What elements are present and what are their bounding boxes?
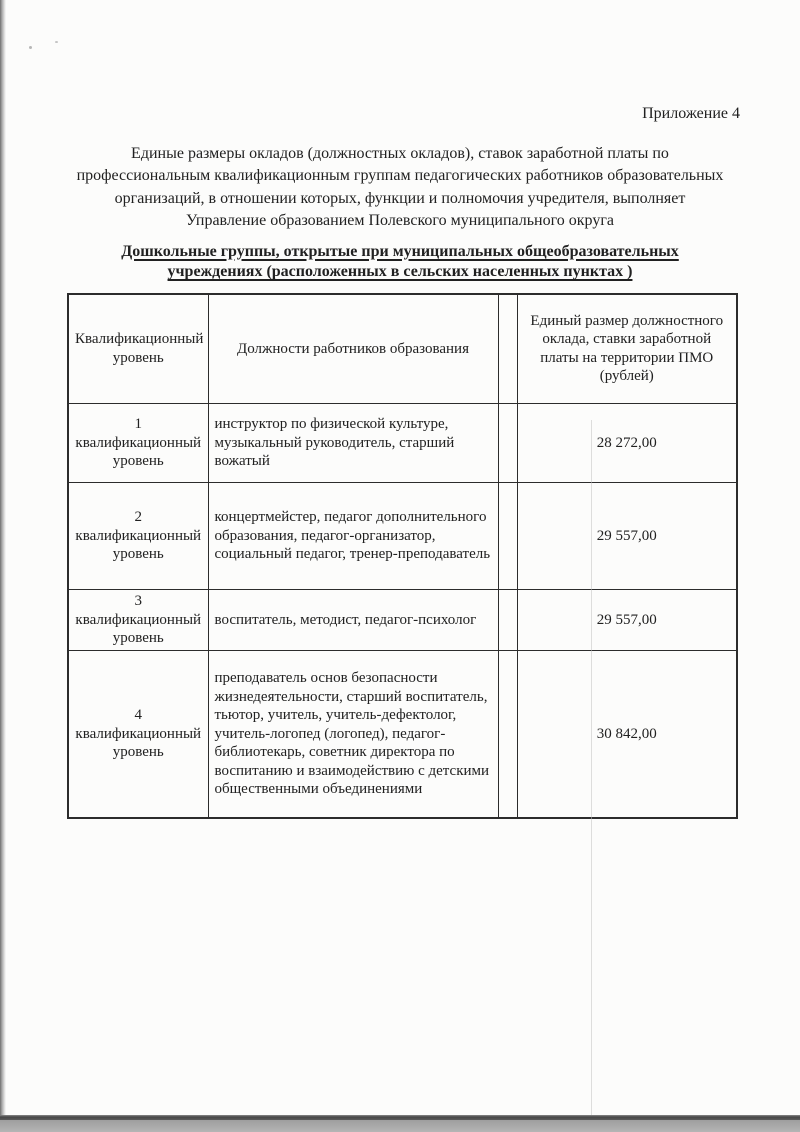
spacer-cell — [498, 404, 517, 483]
scan-left-edge-artifact — [0, 0, 6, 1119]
scan-speck-artifact — [55, 41, 58, 43]
salary-table — [67, 293, 738, 820]
table-row — [68, 483, 737, 590]
level-number: 2 — [134, 509, 142, 526]
level-number: 4 — [134, 707, 142, 724]
section-heading — [40, 242, 760, 283]
title-line: Управление образованием Полевского муниципального округа — [185, 212, 615, 230]
level-cell — [68, 483, 208, 590]
title-line: профессиональным квалификационным группам педагогических работников образовательных — [76, 167, 724, 185]
level-cell — [68, 404, 208, 483]
level-number: 1 — [134, 416, 142, 433]
salary-value: 28 272,00 — [517, 404, 737, 483]
header-salary: Единый размер должностного оклада, ставки заработной платы на территории ПМО (рублей) — [517, 294, 737, 404]
salary-value: 29 557,00 — [517, 590, 737, 651]
scan-bottom-edge-artifact — [0, 1115, 800, 1120]
spacer-cell — [498, 650, 517, 818]
header-spacer — [498, 294, 517, 404]
spacer-cell — [498, 483, 517, 590]
positions-cell: преподаватель основ безопасности жизнедеятельности, старший воспитатель, тьютор, учитель, учитель-дефектолог, учитель-логопед (логопед), педагог-библиотекарь, советник директора по воспитанию и взаимодействию с детскими общественными объединениями — [208, 650, 498, 818]
level-label: квалификационный уровень — [75, 527, 202, 563]
section-heading-line: Дошкольные группы, открытые при муниципальных общеобразовательных — [121, 242, 679, 260]
section-heading-line: учреждениях (расположенных в сельских населенных пунктах ) — [167, 263, 633, 281]
document-title — [47, 143, 753, 233]
scan-background-strip — [0, 1120, 800, 1132]
salary-value: 30 842,00 — [517, 650, 737, 818]
table-row — [68, 650, 737, 818]
scan-fold-line-artifact — [591, 420, 592, 1120]
table-row — [68, 404, 737, 483]
scan-speck-artifact — [29, 46, 32, 49]
level-number: 3 — [134, 593, 142, 610]
level-label: квалификационный уровень — [75, 611, 202, 647]
level-cell — [68, 650, 208, 818]
table-row — [68, 590, 737, 651]
title-line: организаций, в отношении которых, функции и полномочия учредителя, выполняет — [114, 189, 686, 207]
level-label: квалификационный уровень — [75, 434, 202, 470]
salary-value: 29 557,00 — [517, 483, 737, 590]
positions-cell: воспитатель, методист, педагог-психолог — [208, 590, 498, 651]
positions-cell: инструктор по физической культуре, музыкальный руководитель, старший вожатый — [208, 404, 498, 483]
appendix-label: Приложение 4 — [642, 105, 740, 122]
title-line: Единые размеры окладов (должностных окладов), ставок заработной платы по — [131, 145, 669, 162]
table-header-row — [68, 294, 737, 404]
positions-cell: концертмейстер, педагог дополнительного образования, педагог-организатор, социальный педагог, тренер-преподаватель — [208, 483, 498, 590]
header-positions: Должности работников образования — [208, 294, 498, 404]
spacer-cell — [498, 590, 517, 651]
level-cell — [68, 590, 208, 651]
level-label: квалификационный уровень — [75, 725, 202, 761]
header-qualification-level: Квалификационный уровень — [68, 294, 208, 404]
